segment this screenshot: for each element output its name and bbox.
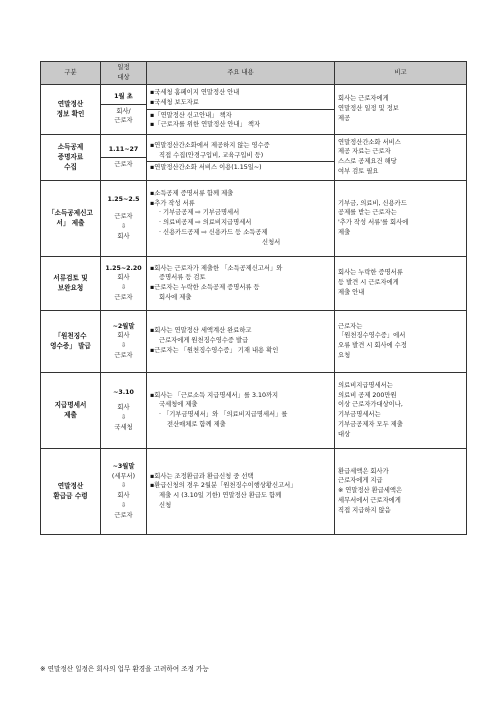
header-row [41,62,467,85]
table-row [41,256,467,310]
row-details: ▪회사는 「근로소득 지급명세서」를 3.10까지 국세청에 제출 · 「기부금명세서」와 「의료비지급명세서」를 전산매체로 함께 제출 [147,372,335,448]
row-period: 1.11~27 근로자 [101,134,147,180]
row-period: 1.25~2.20 회사 ⇩ 근로자 [101,256,147,310]
footnote: ※ 연말정산 일정은 회사의 업무 환경을 고려하여 조정 가능 [40,665,209,673]
row-note: 환급세액은 회사가 근로자에게 지급 ※ 연말정산 환급세액은 세무서에서 근로자에게 직접 지급하지 않음 [335,448,467,534]
row-note: 근로자는 「원천징수영수증」에서 오류 발견 시 회사에 수정 요청 [335,310,467,372]
table-row [41,134,467,180]
row-details: ▪회사는 연말정산 세액계산 완료하고 근로자에게 원천징수영수증 발급 ▪근로자는 「원천징수영수증」 기재 내용 확인 [147,310,335,372]
row-details: ▪소득공제 증명서류 함께 제출 ▪추가 작성 서류 · 기부금공제 ⇨ 기부금명세서 · 의료비공제 ⇨ 의료비지급명세서 · 신용카드공제 ⇨ 신용카드 등 소득공제 신청서 [147,180,335,256]
row-note: 기부금, 의료비, 신용카드 공제를 받는 근로자는 '추가 작성 서류'를 회사에 제출 [335,180,467,256]
row-details: ▪연말정산간소화에서 제공하지 않는 영수증 직접 수집(안경구입비, 교육구입비 등) ▪연말정산간소화 서비스 이용(1.15일~) [147,134,335,180]
year-end-settlement-schedule-table [40,61,467,535]
row-period: ~3월말 (세무서) ⇩ 회사 ⇩ 근로자 [101,448,147,534]
row-category: 연말정산 환급금 수령 [41,448,101,534]
row-details: ▪국세청 홈페이지 연말정산 안내 ▪국세청 보도자료 ▪「연말정산 신고안내」 책자 ▪「근로자를 위한 연말정산 안내」 책자 [147,84,335,134]
row-details: ▪회사는 조정환급과 환급신청 중 선택 ▪환급신청의 경우 2월분「원천징수이행상황신고서」 제출 시 (3.10일 기한) 연말정산 환급도 함께 신청 [147,448,335,534]
row-note: 회사는 누락한 증명서류 등 발견 시 근로자에게 제출 안내 [335,256,467,310]
header-period: 일정 대상 [101,62,147,85]
header-category: 구분 [41,62,101,85]
row-category: 「원천징수 영수증」 발급 [41,310,101,372]
row-category: 지급명세서 제출 [41,372,101,448]
header-content: 주요 내용 [147,62,335,85]
table-row [41,84,467,134]
row-period: ~3.10 회사 ⇩ 국세청 [101,372,147,448]
row-category: 서류검토 및 보완요청 [41,256,101,310]
row-category: 「소득공제신고 서」 제출 [41,180,101,256]
table-row [41,372,467,448]
row-category: 연말정산 정보 확인 [41,84,101,134]
row-period: ~2월말 회사 ⇩ 근로자 [101,310,147,372]
header-note: 비고 [335,62,467,85]
table-row [41,310,467,372]
row-period: 1.25~2.5 근로자 ⇩ 회사 [101,180,147,256]
row-note: 의료비지급명세서는 의료비 공제 200만원 이상 근로자가대상이나, 기부금명세서는 기부금공제자 모두 제출 대상 [335,372,467,448]
row-category: 소득공제 증명자료 수집 [41,134,101,180]
row-note: 회사는 근로자에게 연말정산 일정 및 정보 제공 [335,84,467,134]
row-details: ▪회사는 근로자가 제출한 「소득공제신고서」와 증명서류 등 검토 ▪근로자는 누락한 소득공제 증명서류 등 회사에 제출 [147,256,335,310]
table-row [41,180,467,256]
row-period: 1월 초 회사/ 근로자 [101,84,147,134]
table-row [41,448,467,534]
row-note: 연말정산간소화 서비스 제공 자료는 근로자 스스로 공제요건 해당 여부 검토 필요 [335,134,467,180]
